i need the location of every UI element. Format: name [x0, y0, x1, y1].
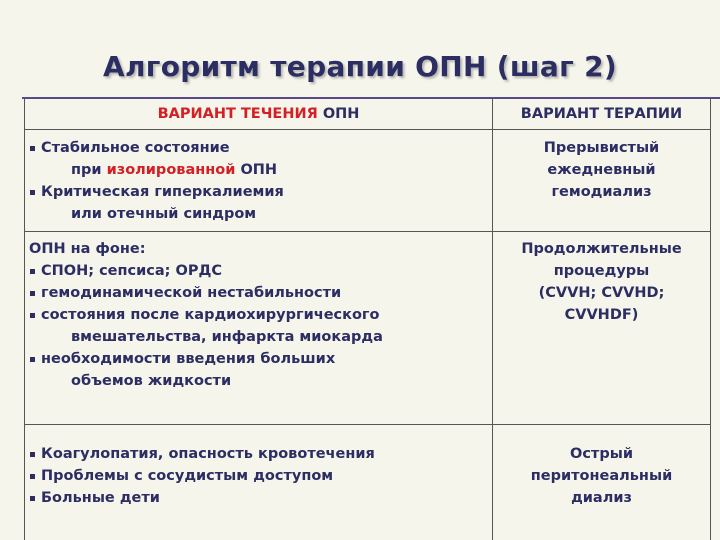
therapy-cell — [493, 425, 711, 540]
therapy-line: (CVVH; CVVHD; — [538, 285, 665, 301]
condition-list — [29, 443, 488, 509]
therapy-line: Продолжительные — [521, 241, 682, 257]
header-variant-course-red: ВАРИАНТ ТЕЧЕНИЯ — [157, 106, 318, 122]
text-fragment-highlight: изолированной — [106, 162, 236, 178]
header-variant-course — [25, 99, 493, 130]
list-item-text: необходимости введения больших — [41, 351, 336, 367]
list-item-text: гемодинамической нестабильности — [41, 285, 342, 301]
list-item — [29, 348, 488, 392]
therapy-line: гемодиализ — [551, 184, 652, 200]
table-row — [25, 130, 711, 232]
therapy-line: Прерывистый — [543, 140, 660, 156]
therapy-line: диализ — [571, 490, 632, 506]
list-item-text: Стабильное состояние — [41, 140, 230, 156]
list-item-text: Коагулопатия, опасность кровотечения — [41, 446, 375, 462]
therapy-line: процедуры — [553, 263, 650, 279]
therapy-cell — [493, 232, 711, 425]
condition-cell — [25, 425, 493, 540]
list-item-continuation: объемов жидкости — [71, 373, 232, 389]
condition-cell — [25, 232, 493, 425]
list-item-continuation — [41, 159, 488, 181]
text-fragment: ОПН — [235, 162, 278, 178]
list-item-text: состояния после кардиохирургического — [41, 307, 380, 323]
list-item — [29, 260, 488, 282]
therapy-line: Острый — [570, 446, 633, 462]
table-header-row — [25, 99, 711, 130]
therapy-line: CVVHDF) — [564, 307, 639, 323]
list-item-text: СПОН; сепсиса; ОРДС — [41, 263, 223, 279]
list-item-continuation: или отечный синдром — [71, 206, 257, 222]
list-item-text: Больные дети — [41, 490, 160, 506]
condition-cell — [25, 130, 493, 232]
list-item — [29, 282, 488, 304]
header-variant-therapy: ВАРИАНТ ТЕРАПИИ — [493, 99, 711, 130]
therapy-line: ежедневный — [547, 162, 656, 178]
slide-title: Алгоритм терапии ОПН (шаг 2) — [103, 50, 617, 83]
text-fragment: при — [71, 162, 107, 178]
table-row — [25, 425, 711, 540]
list-item — [29, 443, 488, 465]
list-item — [29, 465, 488, 487]
list-item — [29, 304, 488, 348]
therapy-algorithm-table — [24, 99, 711, 540]
condition-intro: ОПН на фоне: — [29, 241, 146, 257]
list-item-text: Критическая гиперкалиемия — [41, 184, 284, 200]
table-row — [25, 232, 711, 425]
list-item — [29, 137, 488, 181]
condition-list — [29, 260, 488, 392]
list-item-text: Проблемы с сосудистым доступом — [41, 468, 334, 484]
therapy-cell — [493, 130, 711, 232]
therapy-line: перитонеальный — [530, 468, 673, 484]
list-item-continuation: вмешательства, инфаркта миокарда — [71, 329, 383, 345]
list-item — [29, 487, 488, 509]
list-item — [29, 181, 488, 225]
header-variant-course-rest: ОПН — [317, 106, 360, 122]
condition-list — [29, 137, 488, 225]
